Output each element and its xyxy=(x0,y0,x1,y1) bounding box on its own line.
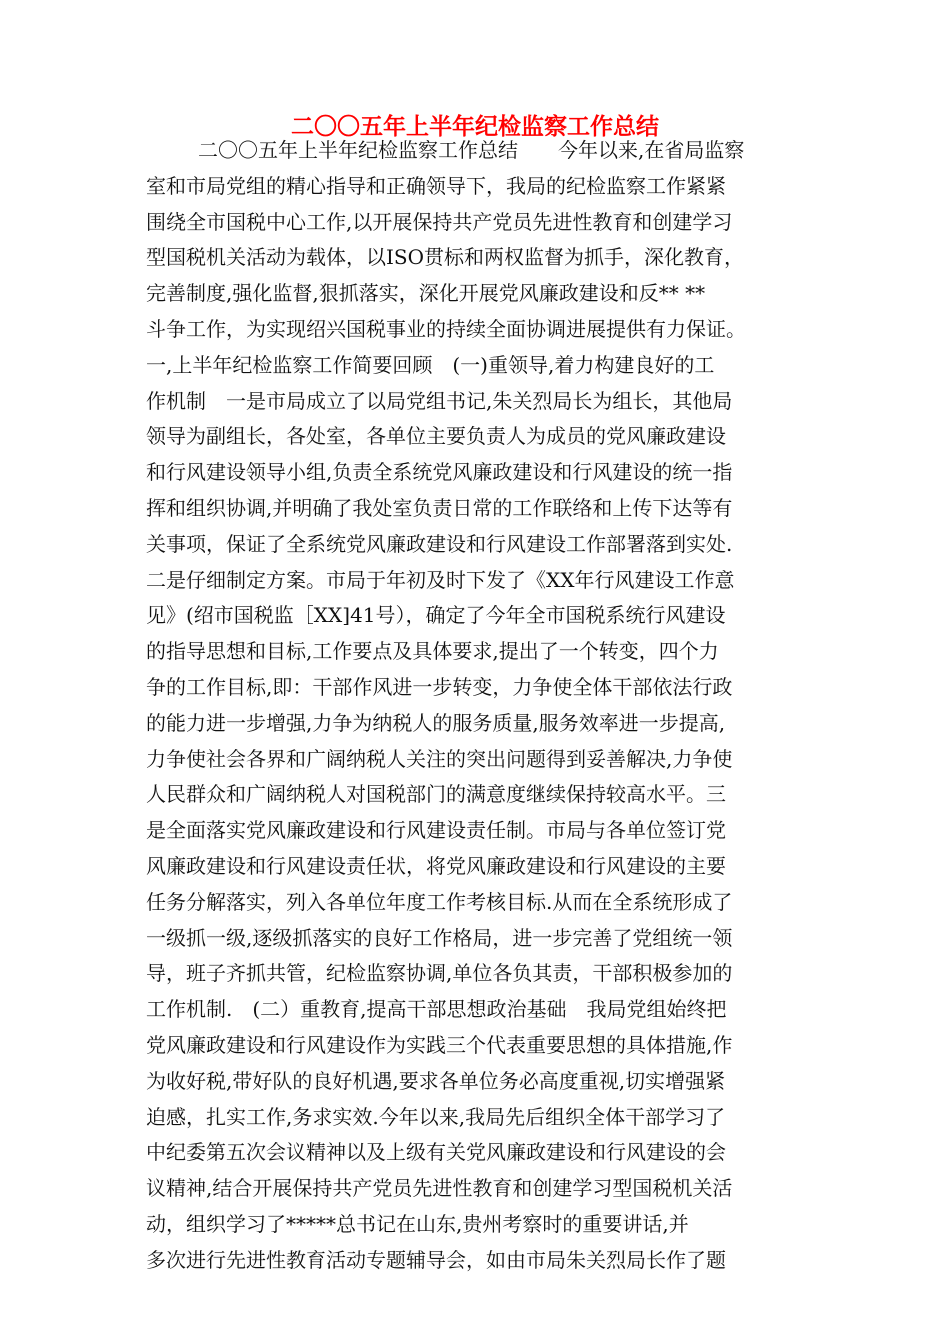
text-line: 迫感，扎实工作,务求实效.今年以来,我局先后组织全体干部学习了 xyxy=(146,1104,726,1129)
text-line: 完善制度,强化监督,狠抓落实，深化开展党风廉政建设和反** ** xyxy=(146,281,706,306)
text-line: 力争使社会各界和广阔纳税人关注的突出问题得到妥善解决,力争使 xyxy=(146,746,733,771)
text-line: 斗争工作，为实现绍兴国税事业的持续全面协调进展提供有力保证。 xyxy=(146,316,746,341)
text-line: 导，班子齐抓共管，纪检监察协调,单位各负其责，干部积极参加的 xyxy=(146,961,733,986)
text-line: 二〇〇五年上半年纪检监察工作总结 今年以来,在省局监察 xyxy=(198,138,745,162)
text-line: 一,上半年纪检监察工作简要回顾 (一)重领导,着力构建良好的工 xyxy=(146,352,715,377)
text-line: 见》(绍市国税监［XX]41号），确定了今年全市国税系统行风建设 xyxy=(146,603,726,628)
text-line: 围绕全市国税中心工作,以开展保持共产党员先进性教育和创建学习 xyxy=(146,209,733,234)
text-line: 为收好税,带好队的良好机遇,要求各单位务必高度重视,切实增强紧 xyxy=(146,1068,726,1093)
text-line: 的指导思想和目标,工作要点及具体要求,提出了一个转变，四个力 xyxy=(146,639,719,664)
text-line: 型国税机关活动为载体，以ISO贯标和两权监督为抓手，深化教育， xyxy=(146,245,744,270)
text-line: 室和市局党组的精心指导和正确领导下，我局的纪检监察工作紧紧 xyxy=(146,173,726,198)
text-line: 是全面落实党风廉政建设和行风建设责任制。市局与各单位签订党 xyxy=(146,818,726,843)
text-line: 二是仔细制定方案。市局于年初及时下发了《XX年行风建设工作意 xyxy=(146,567,735,592)
text-line: 争的工作目标,即：干部作风进一步转变，力争使全体干部依法行政 xyxy=(146,674,733,699)
text-line: 和行风建设领导小组,负责全系统党风廉政建设和行风建设的统一指 xyxy=(146,460,733,485)
text-line: 作机制 一是市局成立了以局党组书记,朱关烈局长为组长，其他局 xyxy=(146,388,733,413)
text-line: 任务分解落实，列入各单位年度工作考核目标.从而在全系统形成了 xyxy=(146,889,733,914)
text-line: 党风廉政建设和行风建设作为实践三个代表重要思想的具体措施,作 xyxy=(146,1032,733,1057)
text-line: 中纪委第五次会议精神以及上级有关党风廉政建设和行风建设的会 xyxy=(146,1140,726,1165)
document-title: 二〇〇五年上半年纪检监察工作总结 xyxy=(291,113,659,140)
text-line: 领导为副组长，各处室，各单位主要负责人为成员的党风廉政建设 xyxy=(146,424,726,449)
text-line: 关事项，保证了全系统党风廉政建设和行风建设工作部署落到实处. xyxy=(146,531,733,556)
document-body xyxy=(146,133,816,1279)
text-line: 挥和组织协调,并明确了我处室负责日常的工作联络和上传下达等有 xyxy=(146,495,733,520)
text-line: 工作机制. (二）重教育,提高干部思想政治基础 我局党组始终把 xyxy=(146,997,727,1022)
text-line: 人民群众和广阔纳税人对国税部门的满意度继续保持较高水平。三 xyxy=(146,782,726,807)
text-line: 风廉政建设和行风建设责任状，将党风廉政建设和行风建设的主要 xyxy=(146,853,726,878)
text-line: 动，组织学习了*****总书记在山东,贵州考察时的重要讲话,并 xyxy=(146,1211,689,1236)
text-line: 多次进行先进性教育活动专题辅导会，如由市局朱关烈局长作了题 xyxy=(146,1247,726,1272)
text-line: 的能力进一步增强,力争为纳税人的服务质量,服务效率进一步提高, xyxy=(146,710,726,735)
text-line: 一级抓一级,逐级抓落实的良好工作格局，进一步完善了党组统一领 xyxy=(146,925,733,950)
text-line: 议精神,结合开展保持共产党员先进性教育和创建学习型国税机关活 xyxy=(146,1176,733,1201)
